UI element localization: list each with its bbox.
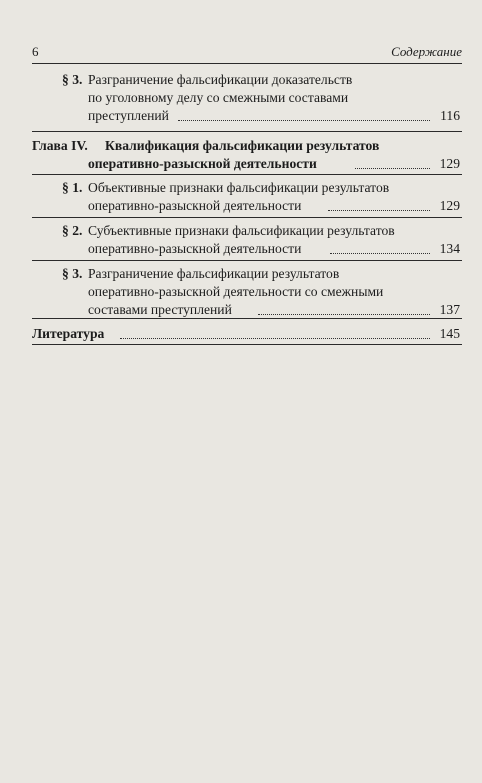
section-number: § 1. xyxy=(62,180,83,195)
section-rule xyxy=(32,131,462,132)
chapter-title-line: Квалификация фальсификации результатов xyxy=(105,138,380,153)
chapter-title-line: оперативно-разыскной деятельности xyxy=(88,156,317,171)
entry-title-line: преступлений xyxy=(88,108,169,123)
header-rule xyxy=(32,63,462,64)
dot-leader xyxy=(330,253,430,254)
bibliography-title: Литература xyxy=(32,326,105,341)
section-rule xyxy=(32,318,462,319)
entry-page-number: 116 xyxy=(440,108,460,123)
entry-title-line: Разграничение фальсификации результатов xyxy=(88,266,340,281)
entry-title-line: составами преступлений xyxy=(88,302,232,317)
entry-page-number: 145 xyxy=(439,326,460,341)
entry-page-number: 129 xyxy=(439,156,460,171)
section-number: § 3. xyxy=(62,72,83,87)
entry-page-number: 137 xyxy=(439,302,460,317)
entry-title-line: оперативно-разыскной деятельности со смежными xyxy=(88,284,384,299)
section-number: § 2. xyxy=(62,223,83,238)
entry-title-line: оперативно-разыскной деятельности xyxy=(88,198,302,213)
section-rule xyxy=(32,217,462,218)
running-title: Содержание xyxy=(391,44,462,59)
entry-title-line: Объективные признаки фальсификации результатов xyxy=(88,180,390,195)
dot-leader xyxy=(120,338,430,339)
entry-page-number: 129 xyxy=(439,198,460,213)
dot-leader xyxy=(258,314,430,315)
section-rule xyxy=(32,260,462,261)
section-number: § 3. xyxy=(62,266,83,281)
entry-page-number: 134 xyxy=(439,241,460,256)
entry-title-line: по уголовному делу со смежными составами xyxy=(88,90,349,105)
section-rule xyxy=(32,344,462,345)
chapter-number: Глава IV. xyxy=(32,138,88,153)
page-number: 6 xyxy=(32,44,39,59)
entry-title-line: оперативно-разыскной деятельности xyxy=(88,241,302,256)
dot-leader xyxy=(355,168,430,169)
dot-leader xyxy=(328,210,430,211)
entry-title-line: Субъективные признаки фальсификации результатов xyxy=(88,223,395,238)
dot-leader xyxy=(178,120,430,121)
entry-title-line: Разграничение фальсификации доказательств xyxy=(88,72,353,87)
section-rule xyxy=(32,174,462,175)
